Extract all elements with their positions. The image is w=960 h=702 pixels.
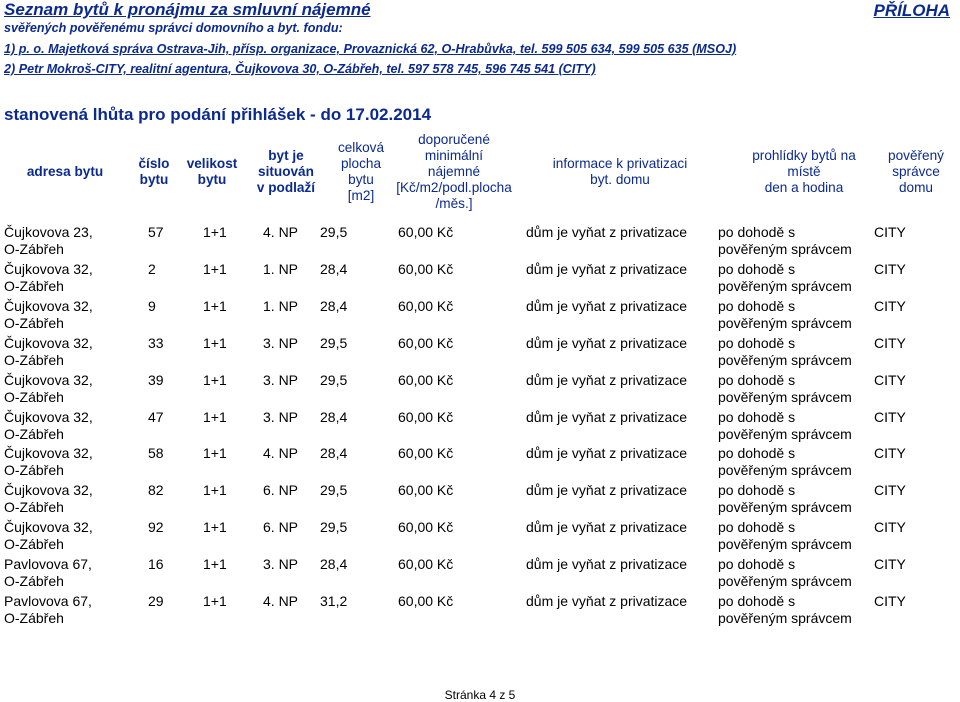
cell-viewing: po dohodě s pověřeným správcem — [718, 334, 852, 368]
cell-floor: 1. NP — [263, 260, 299, 277]
cell-area: 28,4 — [320, 556, 348, 573]
table-row — [0, 370, 960, 407]
cell-rent: 60,00 Kč — [398, 482, 454, 499]
cell-admin: CITY — [874, 297, 906, 314]
cell-admin: CITY — [874, 334, 906, 351]
cell-number: 58 — [148, 445, 164, 462]
cell-rent: 60,00 Kč — [398, 224, 454, 240]
cell-address: Čujkovova 32, O-Zábřeh — [4, 408, 93, 442]
cell-size: 1+1 — [203, 593, 227, 609]
cell-address: Čujkovova 23, O-Zábřeh — [4, 224, 93, 257]
cell-area: 29,5 — [320, 334, 348, 351]
cell-number: 29 — [148, 593, 164, 609]
cell-address: Čujkovova 32, O-Zábřeh — [4, 371, 93, 405]
cell-address: Pavlovova 67, O-Zábřeh — [4, 556, 92, 590]
cell-area: 28,4 — [320, 445, 348, 462]
cell-number: 82 — [148, 482, 164, 499]
col-header-viewing: prohlídky bytů na místě den a hodina — [752, 148, 856, 195]
cell-admin: CITY — [874, 445, 906, 462]
table-row — [0, 296, 960, 333]
cell-size: 1+1 — [203, 519, 227, 536]
cell-floor: 3. NP — [263, 408, 299, 425]
attachment-badge: PŘÍLOHA — [873, 1, 950, 20]
table-row — [0, 480, 960, 517]
cell-area: 29,5 — [320, 371, 348, 388]
cell-info: dům je vyňat z privatizace — [526, 445, 688, 462]
cell-size: 1+1 — [203, 260, 227, 277]
cell-viewing: po dohodě s pověřeným správcem — [718, 297, 852, 331]
cell-info: dům je vyňat z privatizace — [526, 297, 688, 314]
cell-floor: 3. NP — [263, 371, 299, 388]
cell-size: 1+1 — [203, 224, 227, 240]
table-row — [0, 591, 960, 628]
col-header-area: celková plocha bytu [m2] — [337, 140, 385, 203]
cell-admin: CITY — [874, 556, 906, 573]
cell-rent: 60,00 Kč — [398, 334, 454, 351]
cell-size: 1+1 — [203, 297, 227, 314]
cell-number: 47 — [148, 408, 164, 425]
col-header-address: adresa bytu — [26, 164, 104, 179]
cell-floor: 3. NP — [263, 334, 299, 351]
cell-admin: CITY — [874, 408, 906, 425]
cell-number: 33 — [148, 334, 164, 351]
cell-number: 16 — [148, 556, 164, 573]
cell-viewing: po dohodě s pověřeným správcem — [718, 482, 852, 516]
cell-area: 29,5 — [320, 519, 348, 536]
cell-viewing: po dohodě s pověřeným správcem — [718, 556, 852, 590]
cell-address: Čujkovova 32, O-Zábřeh — [4, 260, 93, 294]
header-line-1: svěřených pověřenému správci domovního a byt. fondu: — [4, 21, 343, 35]
col-header-size: velikost bytu — [186, 156, 238, 187]
cell-rent: 60,00 Kč — [398, 408, 454, 425]
table-row — [0, 333, 960, 370]
cell-floor: 6. NP — [263, 482, 299, 499]
cell-info: dům je vyňat z privatizace — [526, 260, 688, 277]
cell-floor: 4. NP — [263, 224, 299, 240]
cell-floor: 1. NP — [263, 297, 299, 314]
cell-info: dům je vyňat z privatizace — [526, 408, 688, 425]
table-row — [0, 259, 960, 296]
cell-floor: 6. NP — [263, 519, 299, 536]
cell-admin: CITY — [874, 519, 906, 536]
cell-rent: 60,00 Kč — [398, 519, 454, 536]
cell-number: 9 — [148, 297, 156, 314]
cell-rent: 60,00 Kč — [398, 297, 454, 314]
cell-size: 1+1 — [203, 445, 227, 462]
cell-address: Čujkovova 32, O-Zábřeh — [4, 297, 93, 331]
cell-rent: 60,00 Kč — [398, 371, 454, 388]
table-row — [0, 407, 960, 444]
cell-rent: 60,00 Kč — [398, 445, 454, 462]
cell-viewing: po dohodě s pověřeným správcem — [718, 224, 852, 257]
cell-info: dům je vyňat z privatizace — [526, 371, 688, 388]
cell-admin: CITY — [874, 482, 906, 499]
col-header-number: číslo bytu — [138, 156, 170, 187]
cell-address: Pavlovova 67, O-Zábřeh — [4, 593, 92, 626]
cell-number: 2 — [148, 260, 156, 277]
table-row — [0, 554, 960, 591]
col-header-floor: byt je situován v podlaží — [256, 148, 316, 195]
cell-info: dům je vyňat z privatizace — [526, 482, 688, 499]
cell-viewing: po dohodě s pověřeným správcem — [718, 371, 852, 405]
document-title: Seznam bytů k pronájmu za smluvní nájemné — [4, 0, 371, 19]
cell-area: 28,4 — [320, 408, 348, 425]
cell-admin: CITY — [874, 371, 906, 388]
cell-address: Čujkovova 32, O-Zábřeh — [4, 519, 93, 553]
cell-rent: 60,00 Kč — [398, 260, 454, 277]
cell-info: dům je vyňat z privatizace — [526, 556, 688, 573]
table-row — [0, 443, 960, 480]
cell-number: 92 — [148, 519, 164, 536]
cell-floor: 4. NP — [263, 445, 299, 462]
table-row — [0, 222, 960, 259]
cell-size: 1+1 — [203, 556, 227, 573]
cell-info: dům je vyňat z privatizace — [526, 593, 688, 609]
cell-info: dům je vyňat z privatizace — [526, 224, 688, 240]
cell-area: 29,5 — [320, 224, 348, 240]
cell-viewing: po dohodě s pověřeným správcem — [718, 260, 852, 294]
cell-admin: CITY — [874, 224, 906, 240]
header-line-2: 1) p. o. Majetková správa Ostrava-Jih, přísp. organizace, Provaznická 62, O-Hrabůvka, tel. 599 505 634, 599 505 635 (MSOJ) — [4, 42, 737, 56]
cell-size: 1+1 — [203, 482, 227, 499]
header-line-3: 2) Petr Mokroš-CITY, realitní agentura, Čujkovova 30, O-Zábřeh, tel. 597 578 745, 596 745 541 (CITY) — [4, 62, 596, 76]
cell-floor: 4. NP — [263, 593, 299, 609]
cell-floor: 3. NP — [263, 556, 299, 573]
cell-area: 29,5 — [320, 482, 348, 499]
cell-viewing: po dohodě s pověřeným správcem — [718, 519, 852, 553]
deadline-notice: stanovená lhůta pro podání přihlášek - do 17.02.2014 — [4, 105, 432, 124]
cell-number: 39 — [148, 371, 164, 388]
cell-rent: 60,00 Kč — [398, 593, 454, 609]
cell-rent: 60,00 Kč — [398, 556, 454, 573]
cell-area: 28,4 — [320, 297, 348, 314]
cell-info: dům je vyňat z privatizace — [526, 519, 688, 536]
cell-info: dům je vyňat z privatizace — [526, 334, 688, 351]
col-header-info: informace k privatizaci byt. domu — [552, 156, 688, 187]
col-header-rent: doporučené minimální nájemné [Kč/m2/podl.plocha /měs.] — [396, 132, 512, 211]
cell-size: 1+1 — [203, 408, 227, 425]
cell-viewing: po dohodě s pověřeným správcem — [718, 445, 852, 479]
cell-area: 31,2 — [320, 593, 348, 609]
cell-address: Čujkovova 32, O-Zábřeh — [4, 334, 93, 368]
cell-area: 28,4 — [320, 260, 348, 277]
cell-viewing: po dohodě s pověřeným správcem — [718, 593, 852, 626]
table-row — [0, 517, 960, 554]
cell-admin: CITY — [874, 260, 906, 277]
page-number: Stránka 4 z 5 — [444, 688, 516, 702]
cell-address: Čujkovova 32, O-Zábřeh — [4, 482, 93, 516]
col-header-admin: pověřený správce domu — [888, 148, 944, 195]
cell-number: 57 — [148, 224, 164, 240]
cell-viewing: po dohodě s pověřeným správcem — [718, 408, 852, 442]
cell-size: 1+1 — [203, 371, 227, 388]
cell-admin: CITY — [874, 593, 906, 609]
cell-size: 1+1 — [203, 334, 227, 351]
cell-address: Čujkovova 32, O-Zábřeh — [4, 445, 93, 479]
